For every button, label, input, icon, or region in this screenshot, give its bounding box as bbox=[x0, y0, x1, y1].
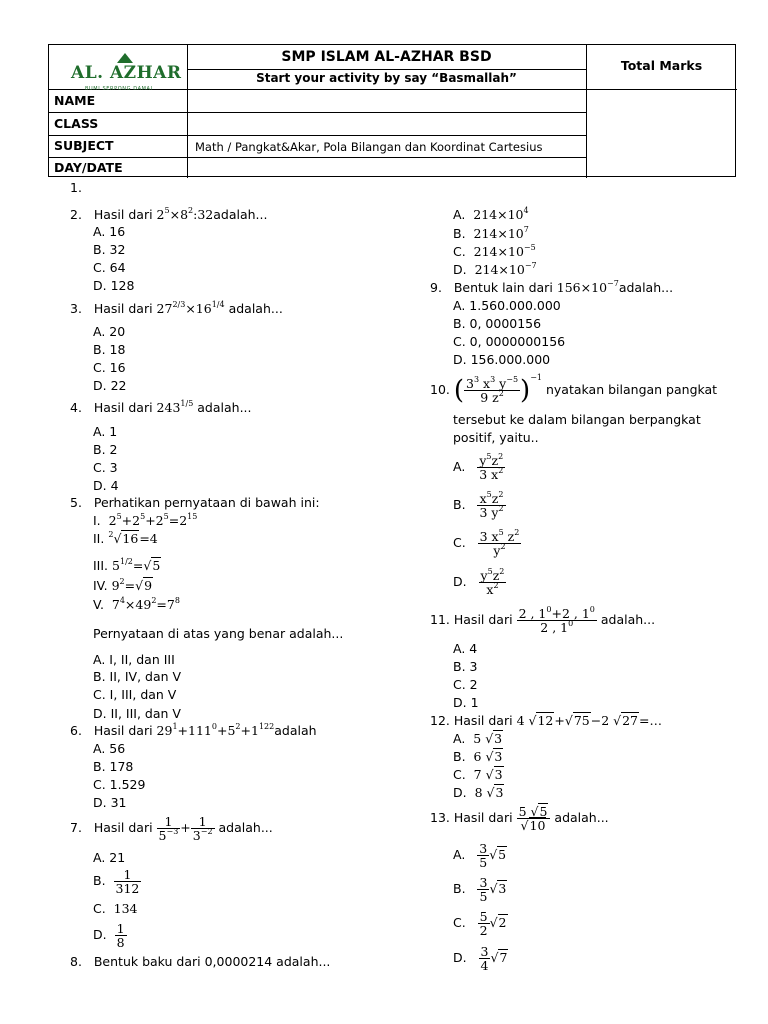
option-5c[interactable]: C. I, III, dan V bbox=[93, 687, 177, 702]
option-7b[interactable]: B. $\frac{1}{312}$ bbox=[93, 867, 140, 896]
question-10: 10. ( $\frac{3^3 x^3 y^{-5}}{9 z^2}$ )$^{-1}$ nyatakan bilangan pangkat bbox=[430, 373, 718, 406]
question-10-text-2: tersebut ke dalam bilangan berpangkat bbox=[453, 412, 701, 427]
statement-5: V. $7^4\times 49^2=7^8$ bbox=[93, 596, 180, 612]
subject-value: Math / Pangkat&Akar, Pola Bilangan dan Koordinat Cartesius bbox=[195, 140, 543, 154]
question-5-prompt: Pernyataan di atas yang benar adalah... bbox=[93, 626, 344, 641]
option-8d[interactable]: D. $214\times 10^{-7}$ bbox=[453, 261, 537, 277]
option-9c[interactable]: C. 0, 0000000156 bbox=[453, 334, 566, 349]
option-13c[interactable]: C. $\frac{5}{2}$ √2 bbox=[453, 909, 507, 938]
option-10a[interactable]: A. $\frac{y^5z^2}{3 x^2}$ bbox=[453, 452, 504, 482]
class-label: CLASS bbox=[54, 116, 99, 131]
option-7d[interactable]: D. $\frac{1}{8}$ bbox=[93, 921, 125, 950]
option-7a[interactable]: A. 21 bbox=[93, 850, 126, 865]
question-4: 4. Hasil dari $243^{1/5}$ adalah... bbox=[70, 399, 252, 415]
option-11b[interactable]: B. 3 bbox=[453, 659, 478, 674]
option-8c[interactable]: C. $214\times 10^{-5}$ bbox=[453, 243, 536, 259]
option-9b[interactable]: B. 0, 0000156 bbox=[453, 316, 542, 331]
question-2: 2. Hasil dari $2^5\times 8^2:32adalah$... bbox=[70, 206, 268, 222]
option-2b[interactable]: B. 32 bbox=[93, 242, 126, 257]
total-marks-label: Total Marks bbox=[620, 58, 703, 73]
option-4b[interactable]: B. 2 bbox=[93, 442, 118, 457]
option-12d[interactable]: D. 8 √3 bbox=[453, 785, 504, 800]
option-11c[interactable]: C. 2 bbox=[453, 677, 478, 692]
question-7: 7. Hasil dari $\frac{1}{5^{-3}}$ + $\frac{1}{3^{-2}}$ adalah... bbox=[70, 814, 273, 843]
option-10c[interactable]: C. $\frac{3 x^5 z^2}{y^2}$ bbox=[453, 528, 520, 558]
option-12a[interactable]: A. 5 √3 bbox=[453, 731, 503, 746]
option-3d[interactable]: D. 22 bbox=[93, 378, 127, 393]
option-10d[interactable]: D. $\frac{y^5z^2}{x^2}$ bbox=[453, 567, 505, 597]
subject-label: SUBJECT bbox=[54, 138, 114, 153]
question-3: 3. Hasil dari $27^{2/3}\times 16^{1/4}$ adalah... bbox=[70, 300, 283, 316]
option-11a[interactable]: A. 4 bbox=[453, 641, 478, 656]
school-name: SMP ISLAM AL-AZHAR BSD bbox=[281, 49, 492, 65]
question-10-text-3: positif, yaitu.. bbox=[453, 430, 539, 445]
option-6b[interactable]: B. 178 bbox=[93, 759, 134, 774]
option-11d[interactable]: D. 1 bbox=[453, 695, 479, 710]
option-2c[interactable]: C. 64 bbox=[93, 260, 126, 275]
question-13: 13. Hasil dari $\frac{5 √5}{√10}$ adalah... bbox=[430, 804, 609, 833]
option-13a[interactable]: A. $\frac{3}{5}$ √5 bbox=[453, 841, 507, 870]
option-12c[interactable]: C. 7 √3 bbox=[453, 767, 503, 782]
option-10b[interactable]: B. $\frac{x^5z^2}{3 y^2}$ bbox=[453, 490, 504, 520]
name-label: NAME bbox=[54, 93, 96, 108]
header-table bbox=[48, 44, 736, 177]
option-5a[interactable]: A. I, II, dan III bbox=[93, 652, 175, 667]
option-6c[interactable]: C. 1.529 bbox=[93, 777, 146, 792]
school-logo: AL. AZHAR BUMI SERPONG DAMAI bbox=[57, 51, 187, 87]
option-8b[interactable]: B. $214\times 10^7$ bbox=[453, 225, 529, 241]
option-2a[interactable]: A. 16 bbox=[93, 224, 126, 239]
option-6a[interactable]: A. 56 bbox=[93, 741, 126, 756]
question-12: 12. Hasil dari 4 √12+√75−2 √27=… bbox=[430, 713, 662, 728]
statement-2: II. $^2$√16=4 bbox=[93, 530, 158, 546]
question-1: 1. bbox=[70, 180, 82, 195]
option-12b[interactable]: B. 6 √3 bbox=[453, 749, 503, 764]
question-5: 5. Perhatikan pernyataan di bawah ini: bbox=[70, 495, 320, 510]
school-motto: Start your activity by say “Basmallah” bbox=[256, 71, 517, 85]
question-6: 6. Hasil dari $29^1+111^0+5^2+1^{122}adalah$ bbox=[70, 722, 317, 738]
date-label: DAY/DATE bbox=[54, 160, 123, 175]
option-3a[interactable]: A. 20 bbox=[93, 324, 126, 339]
option-9a[interactable]: A. 1.560.000.000 bbox=[453, 298, 561, 313]
option-3b[interactable]: B. 18 bbox=[93, 342, 126, 357]
option-4a[interactable]: A. 1 bbox=[93, 424, 118, 439]
option-2d[interactable]: D. 128 bbox=[93, 278, 135, 293]
option-4d[interactable]: D. 4 bbox=[93, 478, 119, 493]
question-8: 8. Bentuk baku dari 0,0000214 adalah... bbox=[70, 954, 331, 969]
statement-1: I. $2^5+2^5+2^5=2^{15}$ bbox=[93, 512, 198, 528]
option-8a[interactable]: A. $214\times 10^4$ bbox=[453, 206, 529, 222]
option-4c[interactable]: C. 3 bbox=[93, 460, 118, 475]
option-7c[interactable]: C. 134 bbox=[93, 901, 138, 916]
option-5d[interactable]: D. II, III, dan V bbox=[93, 706, 181, 721]
question-11: 11. Hasil dari $\frac{2 , 1^0+2 , 1^0}{2 , 1^0}$ adalah... bbox=[430, 605, 656, 635]
question-9: 9. Bentuk lain dari $156\times 10^{-7}adalah$... bbox=[430, 279, 674, 295]
statement-4: IV. $9^2=√9$ bbox=[93, 577, 153, 593]
option-3c[interactable]: C. 16 bbox=[93, 360, 126, 375]
option-6d[interactable]: D. 31 bbox=[93, 795, 127, 810]
option-13d[interactable]: D. $\frac{3}{4}$ √7 bbox=[453, 944, 508, 973]
option-13b[interactable]: B. $\frac{3}{5}$ √3 bbox=[453, 875, 507, 904]
option-5b[interactable]: B. II, IV, dan V bbox=[93, 669, 182, 684]
statement-3: III. $5^{1/2}=√5$ bbox=[93, 557, 161, 573]
option-9d[interactable]: D. 156.000.000 bbox=[453, 352, 551, 367]
